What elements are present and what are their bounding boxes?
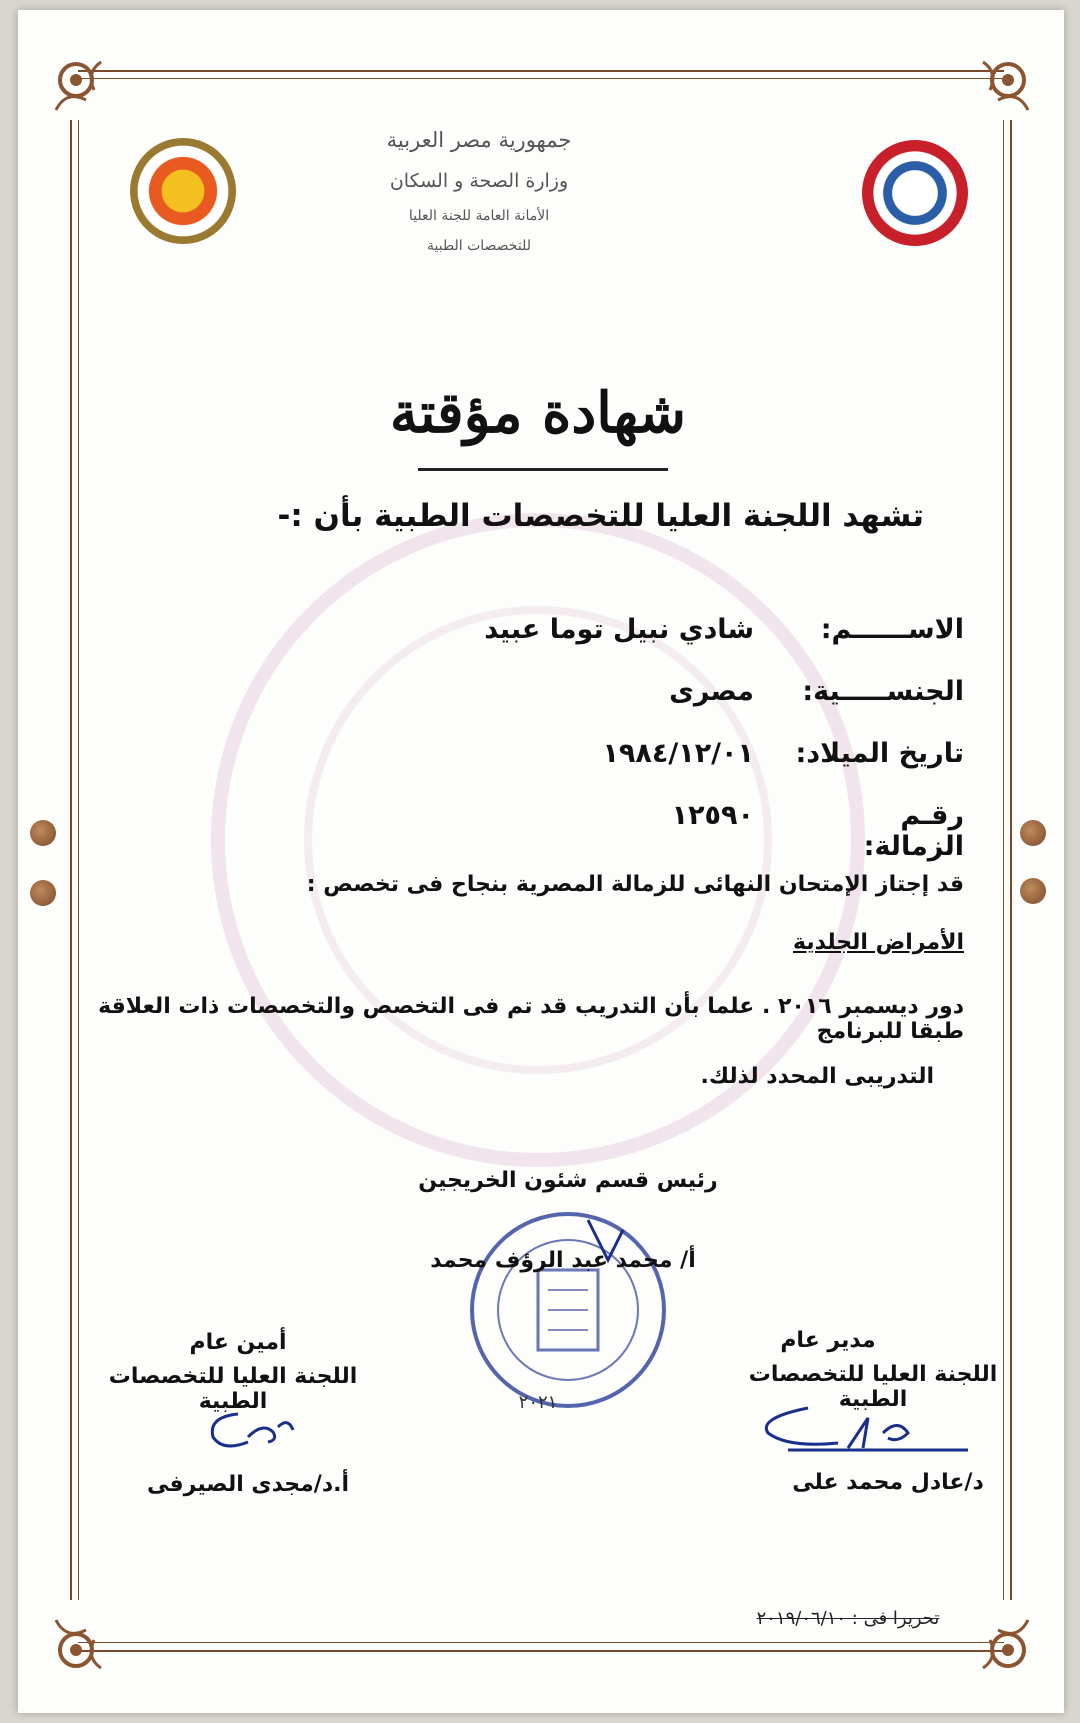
header-ministry: وزارة الصحة و السكان bbox=[389, 170, 569, 192]
corner-ornament-top-left bbox=[46, 50, 116, 120]
frame-top-line-inner bbox=[78, 78, 1004, 79]
frame-bottom-line-inner bbox=[78, 1642, 1004, 1643]
side-ornament-left-2 bbox=[30, 880, 56, 906]
header-committee: للتخصصات الطبية bbox=[427, 238, 531, 254]
frame-bottom-line bbox=[78, 1650, 1004, 1652]
side-ornament-right-2 bbox=[1020, 878, 1046, 904]
header-secretariat: الأمانة العامة للجنة العليا bbox=[408, 208, 550, 224]
side-ornament-left-1 bbox=[30, 820, 56, 846]
stamp-date-text: ٢٠٢١ bbox=[518, 1392, 558, 1413]
left-signatory-title: أمين عام bbox=[189, 1330, 287, 1355]
session-text: دور ديسمبر ٢٠١٦ . علما بأن التدريب قد تم فى التخصص والتخصصات ذات العلاقة طبقا للبرنامج bbox=[98, 994, 964, 1044]
birthdate-value: ١٩٨٤/١٢/٠١ bbox=[602, 738, 754, 769]
right-signatory-title: مدير عام bbox=[780, 1328, 876, 1353]
right-signatory-name: د/عادل محمد على bbox=[792, 1470, 984, 1495]
title-underline bbox=[418, 468, 668, 471]
header-country: جمهورية مصر العربية bbox=[386, 128, 572, 152]
left-handwritten-signature bbox=[188, 1402, 328, 1462]
official-stamp bbox=[458, 1200, 678, 1420]
certificate-lead-text: تشهد اللجنة العليا للتخصصات الطبية بأن :- bbox=[277, 498, 924, 534]
passed-exam-text: قد إجتاز الإمتحان النهائى للزمالة المصرية بنجاح فى تخصص : bbox=[306, 872, 964, 897]
left-signatory-name: أ.د/مجدى الصيرفى bbox=[146, 1472, 350, 1497]
name-label: الاســــــم: bbox=[820, 614, 964, 645]
nationality-label: الجنســـــية: bbox=[802, 676, 964, 707]
center-signatory-name: أ/ محمد عبد الرؤف محمد bbox=[430, 1248, 696, 1273]
ministry-of-health-logo bbox=[862, 140, 968, 246]
name-value: شادي نبيل توما عبيد bbox=[484, 614, 754, 645]
fellowship-number-value: ١٢٥٩٠ bbox=[671, 800, 754, 831]
fellowship-number-label: رقـم الزمالة: bbox=[863, 800, 964, 862]
corner-ornament-bottom-left bbox=[46, 1610, 116, 1680]
side-ornament-right-1 bbox=[1020, 820, 1046, 846]
egyptian-fellowship-logo bbox=[130, 138, 236, 244]
certificate-page bbox=[18, 10, 1064, 1713]
specialty-text: الأمراض الجلدية bbox=[793, 930, 964, 955]
session-text-continued: التدريبى المحدد لذلك. bbox=[700, 1064, 934, 1089]
right-signatory-org: اللجنة العليا للتخصصات الطبية bbox=[748, 1362, 998, 1412]
corner-ornament-top-right bbox=[968, 50, 1038, 120]
center-signatory-title: رئيس قسم شئون الخريجين bbox=[418, 1168, 718, 1193]
corner-ornament-bottom-right bbox=[968, 1610, 1038, 1680]
nationality-value: مصرى bbox=[669, 676, 754, 707]
birthdate-label: تاريخ الميلاد: bbox=[795, 738, 964, 769]
right-handwritten-signature bbox=[748, 1388, 988, 1478]
certificate-title: شهادة مؤقتة bbox=[389, 380, 687, 446]
frame-top-line bbox=[78, 70, 1004, 72]
frame-left-line bbox=[70, 120, 72, 1600]
issue-date-text: تحريرا فى : ٢٠١٩/٠٦/١٠ bbox=[756, 1608, 940, 1629]
frame-left-line-inner bbox=[78, 120, 79, 1600]
left-signatory-org: اللجنة العليا للتخصصات الطبية bbox=[108, 1364, 358, 1414]
